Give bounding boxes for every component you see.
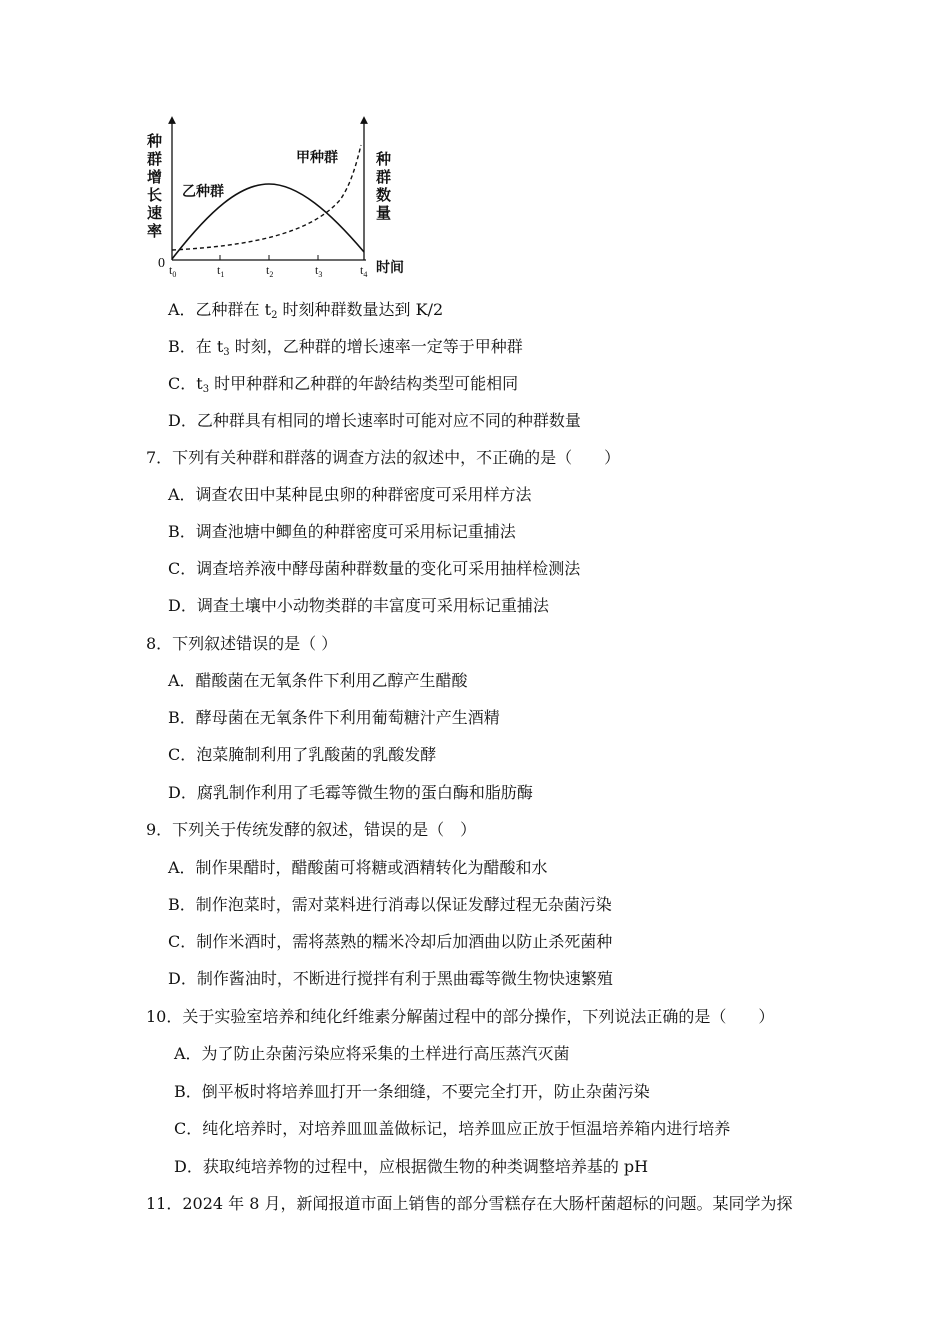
- tick-label-t0: $t_0$: [169, 263, 177, 279]
- q10-option-c: C．纯化培养时，对培养皿皿盖做标记，培养皿应正放于恒温培养箱内进行培养: [174, 1119, 731, 1138]
- q8-option-b: B．酵母菌在无氧条件下利用葡萄糖汁产生酒精: [168, 708, 500, 727]
- y-left-char: 率: [147, 224, 163, 240]
- y-left-char: 种: [147, 134, 163, 150]
- y-right-char: 量: [376, 206, 392, 222]
- tick-label-t4: $t_4$: [360, 263, 368, 279]
- q9-option-d: D．制作酱油时，不断进行搅拌有利于黑曲霉等微生物快速繁殖: [168, 969, 613, 988]
- curve-jia-label: 甲种群: [296, 151, 338, 166]
- y-right-char: 数: [376, 188, 392, 204]
- q6-option-c: C．$t_3$ 时甲种群和乙种群的年龄结构类型可能相同: [168, 374, 519, 395]
- y-right-char: 群: [376, 170, 392, 186]
- q7-option-b: B．调查池塘中鲫鱼的种群密度可采用标记重捕法: [168, 522, 516, 541]
- tick-label-t1: $t_1$: [217, 263, 225, 279]
- q11-stem: 11．2024 年 8 月，新闻报道市面上销售的部分雪糕存在大肠杆菌超标的问题。某同学为探: [146, 1194, 793, 1213]
- x-axis-label: 时间: [376, 261, 404, 276]
- q8-stem: 8．下列叙述错误的是（ ）: [146, 634, 338, 653]
- y-right-char: 种: [376, 152, 392, 168]
- q8-option-a: A．醋酸菌在无氧条件下利用乙醇产生醋酸: [168, 671, 468, 690]
- q10-option-b: B．倒平板时将培养皿打开一条细缝，不要完全打开，防止杂菌污染: [174, 1082, 650, 1101]
- y-left-char: 群: [147, 152, 163, 168]
- q10-stem: 10．关于实验室培养和纯化纤维素分解菌过程中的部分操作，下列说法正确的是（ ）: [146, 1007, 775, 1026]
- q8-option-d: D．腐乳制作利用了毛霉等微生物的蛋白酶和脂肪酶: [168, 783, 533, 802]
- q6-option-b: B．在 $t_3$ 时刻，乙种群的增长速率一定等于甲种群: [168, 337, 523, 358]
- curve-yi-label: 乙种群: [182, 185, 224, 200]
- y-left-char: 增: [147, 170, 163, 186]
- q9-stem: 9．下列关于传统发酵的叙述，错误的是（ ）: [146, 820, 477, 839]
- tick-label-t3: $t_3$: [315, 263, 323, 279]
- y-left-char: 速: [147, 206, 163, 222]
- q9-option-b: B．制作泡菜时，需对菜料进行消毒以保证发酵过程无杂菌污染: [168, 895, 612, 914]
- y-left-char: 长: [147, 188, 163, 204]
- origin-label: 0: [158, 256, 165, 271]
- q7-option-d: D．调查土壤中小动物类群的丰富度可采用标记重捕法: [168, 596, 549, 615]
- q9-option-c: C．制作米酒时，需将蒸熟的糯米冷却后加酒曲以防止杀死菌种: [168, 932, 613, 951]
- q6-option-d: D．乙种群具有相同的增长速率时可能对应不同的种群数量: [168, 411, 581, 430]
- q8-option-c: C．泡菜腌制利用了乳酸菌的乳酸发酵: [168, 745, 437, 764]
- q7-stem: 7．下列有关种群和群落的调查方法的叙述中，不正确的是（ ）: [146, 448, 621, 467]
- q10-option-d: D．获取纯培养物的过程中，应根据微生物的种类调整培养基的 pH: [174, 1157, 649, 1176]
- tick-label-t2: $t_2$: [266, 263, 274, 279]
- population-growth-figure: [140, 112, 420, 287]
- q7-option-a: A．调查农田中某种昆虫卵的种群密度可采用样方法: [168, 485, 532, 504]
- q6-option-a: A．乙种群在 $t_2$ 时刻种群数量达到 K/2: [168, 300, 444, 321]
- q9-option-a: A．制作果醋时，醋酸菌可将糖或酒精转化为醋酸和水: [168, 858, 548, 877]
- q10-option-a: A．为了防止杂菌污染应将采集的土样进行高压蒸汽灭菌: [174, 1044, 570, 1063]
- q7-option-c: C．调查培养液中酵母菌种群数量的变化可采用抽样检测法: [168, 559, 581, 578]
